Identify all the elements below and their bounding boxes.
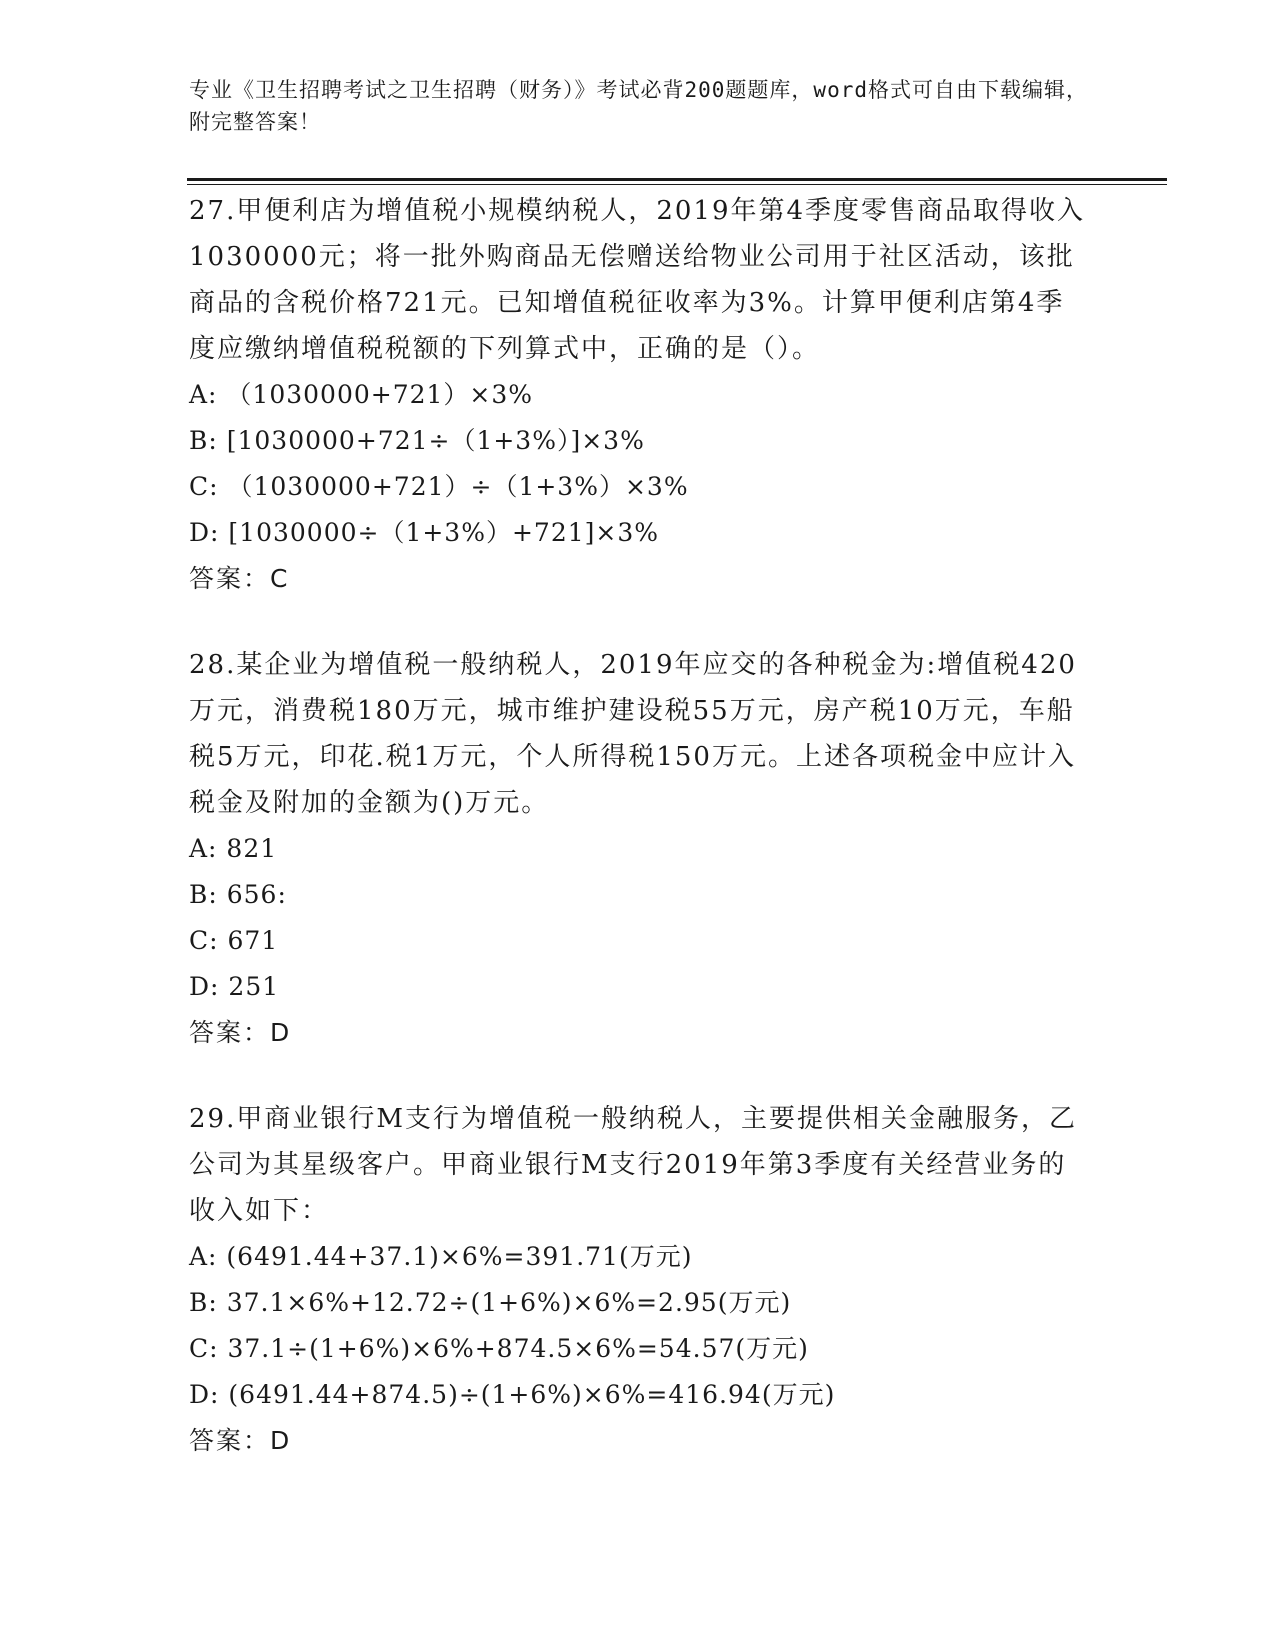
document-header [189, 74, 1089, 138]
question-28 [189, 642, 1089, 1056]
answer-text: 答案：D [189, 1426, 292, 1455]
option-c: C: （1030000+721）÷（1+3%）×3% [189, 472, 689, 501]
option-c: C: 671 [189, 926, 279, 955]
option-a: A: （1030000+721）×3% [189, 380, 534, 409]
option-b: B: 656: [189, 880, 287, 909]
option-c: C: 37.1÷(1+6%)×6%+874.5×6%=54.57(万元) [189, 1334, 809, 1363]
question-stem: 27.甲便利店为增值税小规模纳税人，2019年第4季度零售商品取得收入1030000元；将一批外购商品无偿赠送给物业公司用于社区活动，该批商品的含税价格721元。已知增值税征收率为3%。计算甲便利店第4季度应缴纳增值税税额的下列算式中，正确的是（）。 [189, 196, 1086, 364]
option-d: D: (6491.44+874.5)÷(1+6%)×6%=416.94(万元) [189, 1380, 836, 1409]
answer-text: 答案：C [189, 564, 290, 593]
header-title: 专业《卫生招聘考试之卫生招聘（财务）》考试必背200题题库，word格式可自由下载编辑，附完整答案！ [189, 78, 1088, 134]
option-d: D: [1030000÷（1+3%）+721]×3% [189, 518, 659, 547]
option-d: D: 251 [189, 972, 280, 1001]
option-b: B: 37.1×6%+12.72÷(1+6%)×6%=2.95(万元) [189, 1288, 792, 1317]
answer-text: 答案：D [189, 1018, 292, 1047]
header-divider-thin [187, 184, 1167, 185]
question-stem: 28.某企业为增值税一般纳税人，2019年应交的各种税金为:增值税420万元，消费税180万元，城市维护建设税55万元，房产税10万元，车船税5万元，印花.税1万元，个人所得税150万元。上述各项税金中应计入税金及附加的金额为()万元。 [189, 650, 1077, 818]
question-29 [189, 1096, 1089, 1464]
option-a: A: 821 [189, 834, 278, 863]
option-b: B: [1030000+721÷（1+3%）]×3% [189, 426, 645, 455]
option-a: A: (6491.44+37.1)×6%=391.71(万元) [189, 1242, 693, 1271]
question-27 [189, 188, 1089, 602]
question-stem: 29.甲商业银行M支行为增值税一般纳税人，主要提供相关金融服务，乙公司为其星级客户。甲商业银行M支行2019年第3季度有关经营业务的收入如下： [189, 1104, 1077, 1226]
header-divider-thick [187, 178, 1167, 181]
